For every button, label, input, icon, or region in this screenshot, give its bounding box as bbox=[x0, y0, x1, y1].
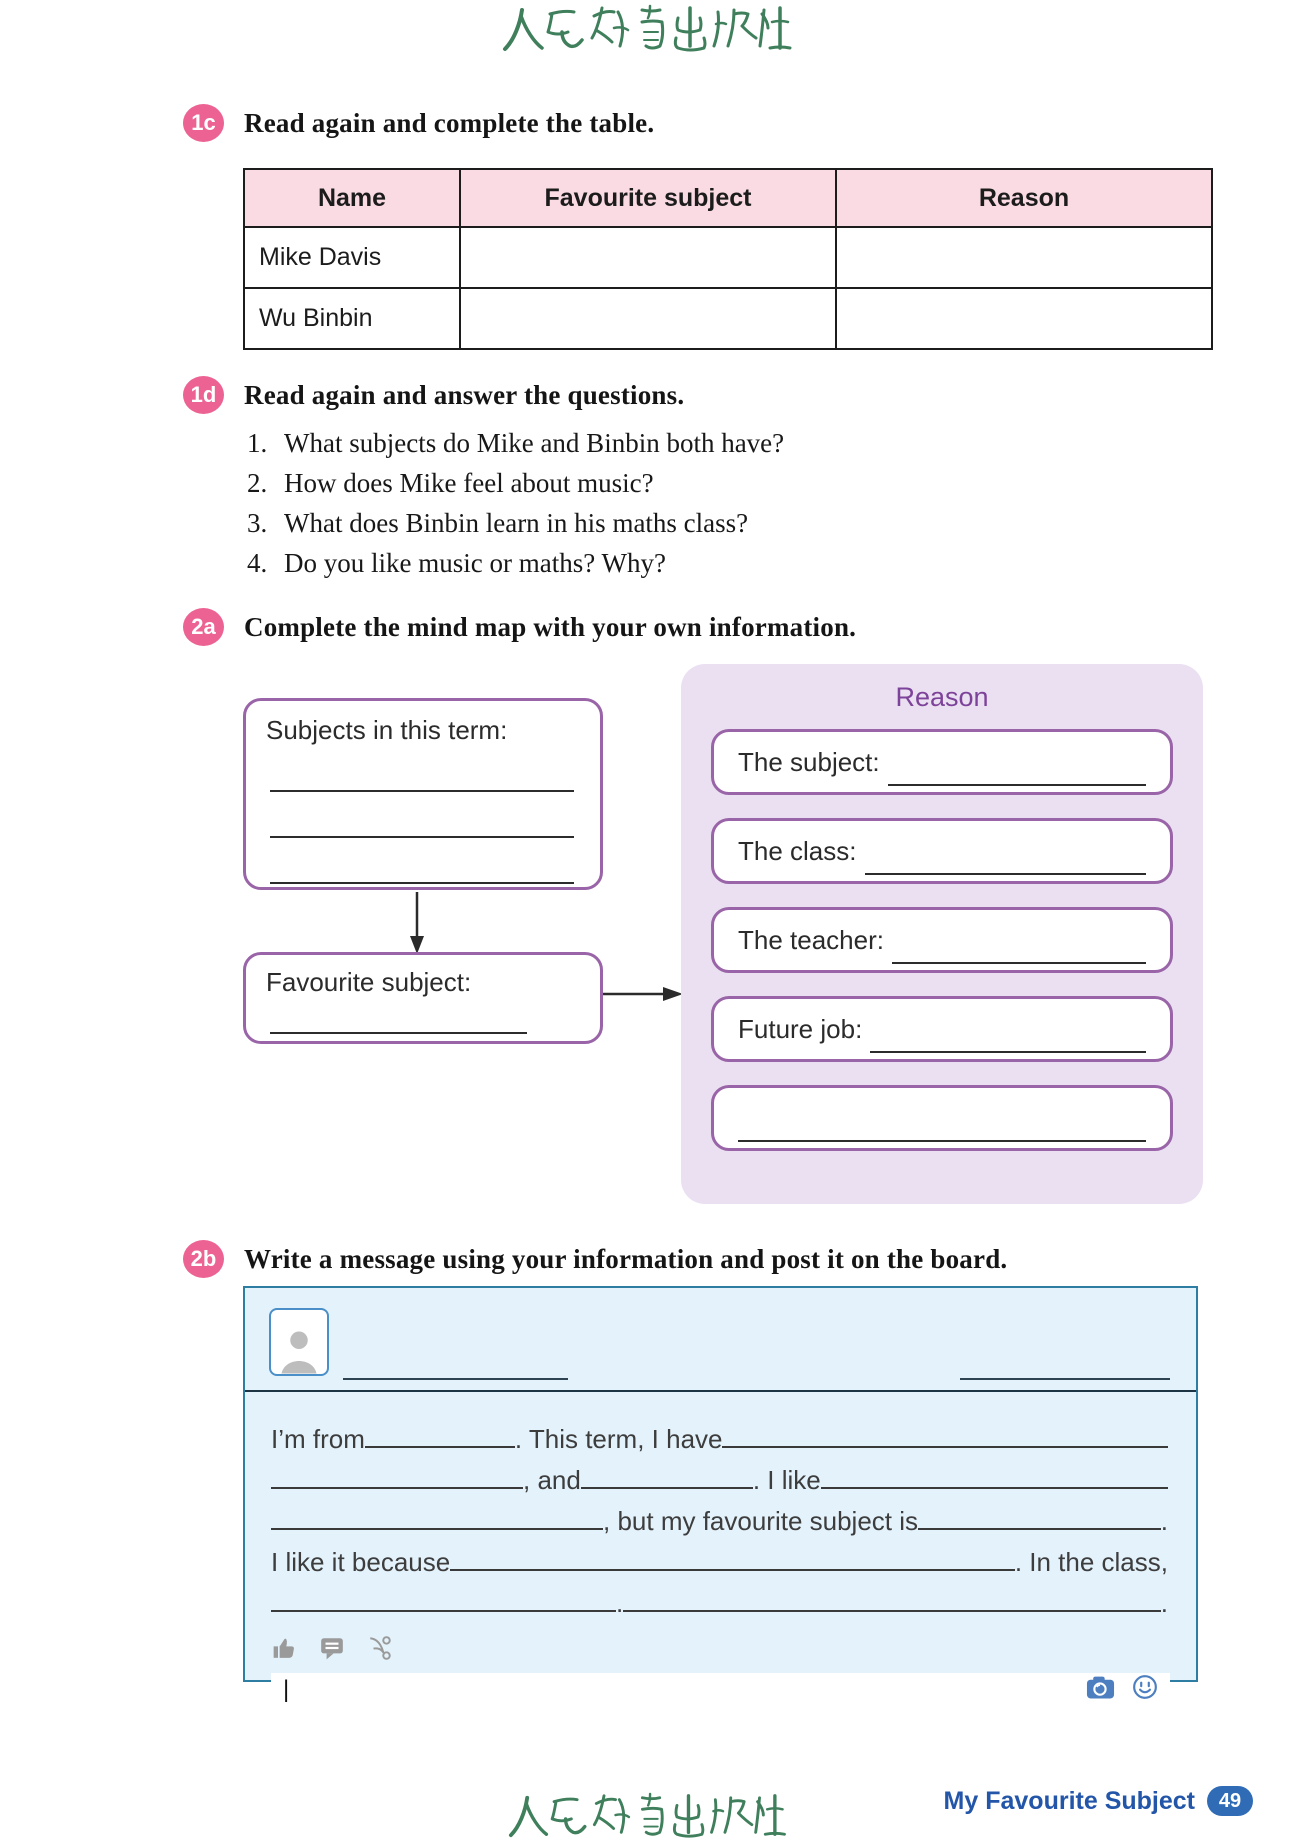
reason-field-teacher bbox=[711, 907, 1173, 973]
message-blank[interactable] bbox=[271, 1457, 523, 1489]
question-text: What does Binbin learn in his maths class? bbox=[284, 508, 749, 538]
question-number: 2. bbox=[247, 468, 268, 498]
section-1c-header bbox=[183, 104, 654, 142]
publisher-calligraphy-logo bbox=[502, 1792, 802, 1842]
publisher-calligraphy-logo bbox=[496, 4, 808, 59]
name-cell: Wu Binbin bbox=[244, 288, 460, 349]
reason-field-label: The class: bbox=[738, 835, 857, 866]
message-blank[interactable] bbox=[821, 1457, 1168, 1489]
message-line bbox=[271, 1416, 1168, 1457]
message-blank[interactable] bbox=[271, 1498, 603, 1530]
mind-map bbox=[243, 664, 1203, 1204]
section-1d-title: Read again and answer the questions. bbox=[244, 379, 685, 410]
message-text: . I like bbox=[752, 1465, 821, 1495]
poster-name-blank[interactable] bbox=[343, 1378, 568, 1380]
message-text: I’m from bbox=[271, 1424, 365, 1454]
calligraphy-icon bbox=[502, 1792, 802, 1840]
unit-title: My Favourite Subject bbox=[943, 1786, 1195, 1815]
arrow-right-icon bbox=[603, 986, 683, 1002]
message-text: . bbox=[1160, 1506, 1168, 1536]
section-2a-title: Complete the mind map with your own information. bbox=[244, 611, 857, 642]
reason-field-future-job bbox=[711, 996, 1173, 1062]
camera-icon bbox=[1085, 1675, 1116, 1700]
question-number: 3. bbox=[247, 508, 268, 538]
favourite-subject-blank-line[interactable] bbox=[270, 998, 527, 1034]
section-1c-title: Read again and complete the table. bbox=[244, 107, 655, 138]
message-line bbox=[271, 1457, 1168, 1498]
message-body bbox=[245, 1392, 1196, 1621]
section-2b-header bbox=[183, 1240, 1007, 1278]
message-text: . This term, I have bbox=[514, 1424, 723, 1454]
message-text: . bbox=[1160, 1588, 1168, 1618]
message-blank[interactable] bbox=[918, 1498, 1161, 1530]
reason-field-extra bbox=[711, 1085, 1173, 1151]
favourite-subject-cell[interactable] bbox=[460, 227, 836, 288]
subjects-blank-line[interactable] bbox=[270, 792, 574, 838]
message-text: I like it because bbox=[271, 1547, 451, 1577]
section-2b-badge: 2b bbox=[183, 1240, 224, 1278]
person-icon bbox=[278, 1324, 320, 1374]
question-text: What subjects do Mike and Binbin both have? bbox=[284, 428, 785, 458]
reason-cell[interactable] bbox=[836, 288, 1212, 349]
subjects-blank-line[interactable] bbox=[270, 746, 574, 792]
message-header bbox=[245, 1288, 1196, 1390]
avatar[interactable] bbox=[269, 1308, 329, 1376]
reason-panel-title: Reason bbox=[895, 682, 989, 712]
table-header-reason: Reason bbox=[836, 169, 1212, 227]
reason-panel bbox=[681, 664, 1203, 1204]
question-text: How does Mike feel about music? bbox=[284, 468, 654, 498]
table-header-name: Name bbox=[244, 169, 460, 227]
section-1c-badge: 1c bbox=[183, 104, 224, 142]
question-number: 1. bbox=[247, 428, 268, 458]
camera-button[interactable] bbox=[1085, 1675, 1116, 1705]
message-blank[interactable] bbox=[365, 1416, 515, 1448]
favourite-subject-box bbox=[243, 952, 603, 1044]
subjects-table bbox=[243, 168, 1213, 350]
message-blank[interactable] bbox=[450, 1539, 1015, 1571]
reason-field-subject bbox=[711, 729, 1173, 795]
emoji-button[interactable] bbox=[1132, 1674, 1158, 1705]
reason-field-label: Future job: bbox=[738, 1013, 863, 1044]
question-item bbox=[247, 508, 784, 548]
thumb-up-icon bbox=[271, 1636, 297, 1660]
share-button[interactable] bbox=[367, 1635, 393, 1661]
reason-blank-line[interactable] bbox=[888, 752, 1146, 786]
message-text: , and bbox=[523, 1465, 581, 1495]
message-text: . In the class, bbox=[1014, 1547, 1168, 1577]
page-footer bbox=[944, 1786, 1253, 1816]
message-blank[interactable] bbox=[722, 1416, 1168, 1448]
reason-blank-line[interactable] bbox=[870, 1019, 1146, 1053]
table-header-row bbox=[244, 169, 1212, 227]
question-list bbox=[247, 428, 784, 588]
reason-field-label: The subject: bbox=[738, 746, 880, 777]
reason-fields bbox=[711, 729, 1173, 1151]
question-item bbox=[247, 468, 784, 508]
page-number-badge: 49 bbox=[1207, 1786, 1253, 1816]
share-icon bbox=[367, 1635, 393, 1661]
subjects-box-label: Subjects in this term: bbox=[266, 715, 508, 745]
question-text: Do you like music or maths? Why? bbox=[284, 548, 666, 578]
name-cell: Mike Davis bbox=[244, 227, 460, 288]
reason-field-class bbox=[711, 818, 1173, 884]
message-text: , but my favourite subject is bbox=[603, 1506, 919, 1536]
message-text: . bbox=[616, 1588, 624, 1618]
message-actions bbox=[271, 1635, 1196, 1661]
message-blank[interactable] bbox=[581, 1457, 753, 1489]
text-cursor: | bbox=[283, 1675, 290, 1703]
reason-blank-line[interactable] bbox=[865, 841, 1147, 875]
message-post-card bbox=[243, 1286, 1198, 1703]
message-line bbox=[271, 1539, 1168, 1580]
table-header-favourite-subject: Favourite subject bbox=[460, 169, 836, 227]
poster-date-blank[interactable] bbox=[960, 1378, 1170, 1380]
input-icons bbox=[1085, 1674, 1158, 1705]
section-1d-badge: 1d bbox=[183, 376, 224, 414]
message-line bbox=[271, 1498, 1168, 1539]
subjects-blank-line[interactable] bbox=[270, 838, 574, 884]
table-row bbox=[244, 227, 1212, 288]
question-number: 4. bbox=[247, 548, 268, 578]
reason-blank-line[interactable] bbox=[892, 930, 1146, 964]
message-line bbox=[271, 1580, 1168, 1621]
message-blank[interactable] bbox=[623, 1580, 1161, 1612]
question-item bbox=[247, 548, 784, 588]
question-item bbox=[247, 428, 784, 468]
table-row bbox=[244, 288, 1212, 349]
reason-blank-line[interactable] bbox=[738, 1108, 1146, 1142]
section-2a-header bbox=[183, 608, 856, 646]
reason-cell[interactable] bbox=[836, 227, 1212, 288]
calligraphy-icon bbox=[496, 4, 808, 54]
section-1d-header bbox=[183, 376, 684, 414]
smiley-icon bbox=[1132, 1674, 1158, 1700]
comment-icon bbox=[319, 1635, 345, 1661]
like-button[interactable] bbox=[271, 1636, 297, 1660]
subjects-box bbox=[243, 698, 603, 890]
section-2b-title: Write a message using your information and post it on the board. bbox=[244, 1243, 1008, 1274]
section-2a-badge: 2a bbox=[183, 608, 224, 646]
reason-field-label: The teacher: bbox=[738, 924, 884, 955]
comment-button[interactable] bbox=[319, 1635, 345, 1661]
message-blank[interactable] bbox=[271, 1580, 616, 1612]
favourite-subject-cell[interactable] bbox=[460, 288, 836, 349]
comment-input[interactable] bbox=[271, 1673, 1170, 1706]
arrow-down-icon bbox=[409, 892, 425, 954]
favourite-subject-label: Favourite subject: bbox=[266, 967, 472, 997]
